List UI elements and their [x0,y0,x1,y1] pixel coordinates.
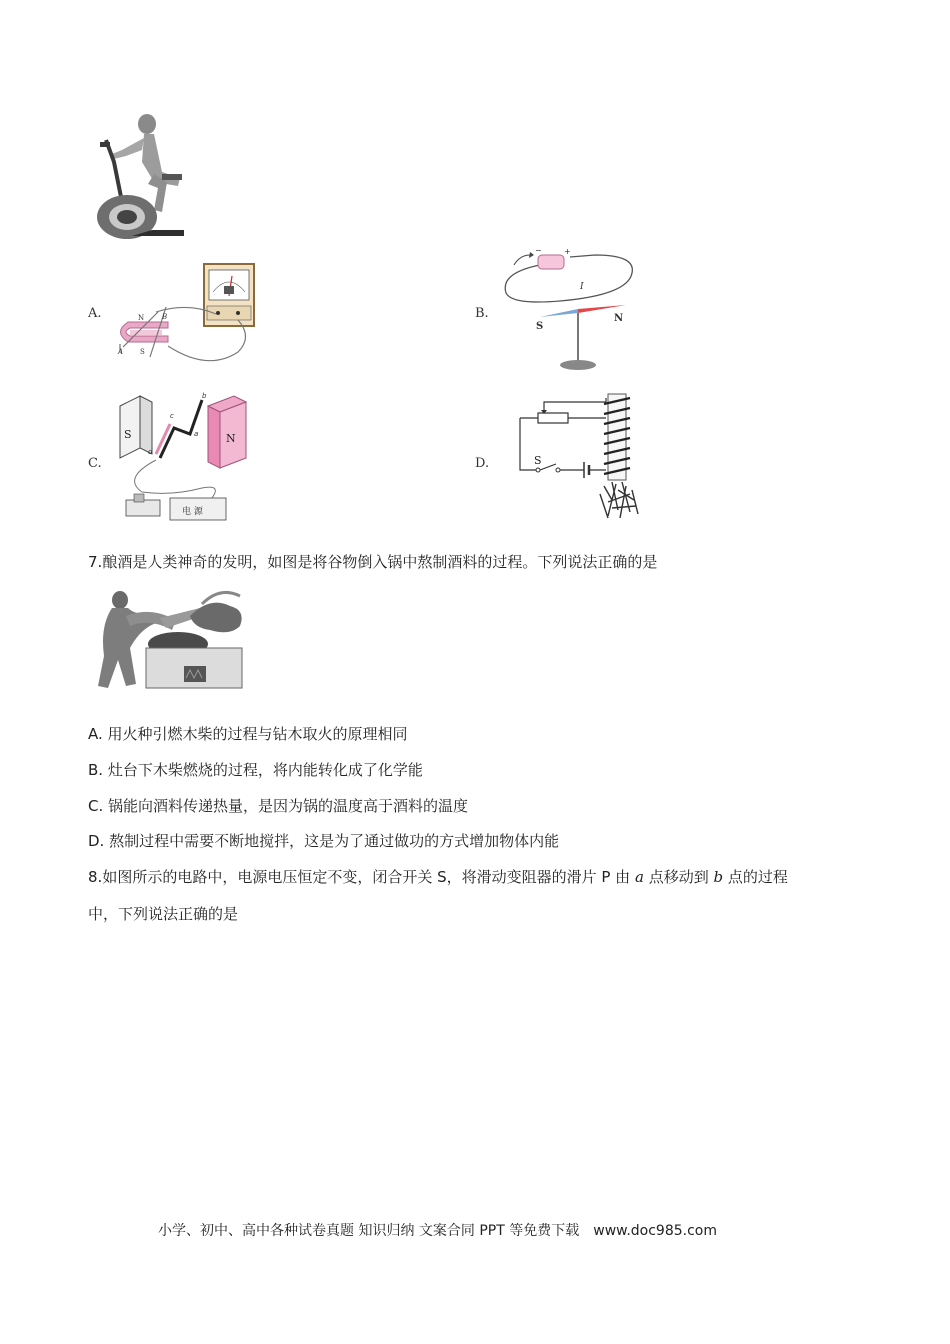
exercise-bike-figure [92,112,192,242]
option-a-b-label: B [162,313,168,321]
question-8-text-part3: 点的过程 [723,868,788,886]
question-7-option-a[interactable] [88,724,408,744]
option-a-a-label: A [118,348,124,356]
brewing-figure [90,586,250,696]
option-c-power-label: 电 源 [182,507,203,517]
point-a-label: a [634,868,644,886]
option-c-d-label: d [148,448,153,456]
option-letter: B. [88,761,104,779]
option-a-n-label: N [138,314,145,322]
option-text: 用火种引燃木柴的过程与钻木取火的原理相同 [107,725,408,743]
question-7-option-c[interactable] [88,796,468,816]
page-footer [158,1220,717,1240]
option-text: 熬制过程中需要不断地搅拌，这是为了通过做功的方式增加物体内能 [109,832,560,850]
option-c-letter: C. [88,456,102,471]
option-c-n-label: N [226,432,236,445]
option-d-s-label: S [534,454,542,467]
footer-text: 小学、初中、高中各种试卷真题 知识归纳 文案合同 PPT 等免费下载 [158,1223,580,1239]
option-c-b-label: b [202,392,207,400]
question-7-stem [88,552,657,572]
option-b-plus-label: + [564,247,571,256]
option-letter: C. [88,797,104,815]
option-c-c-label: c [170,412,174,420]
option-letter: A. [88,725,103,743]
option-b-s-label: S [536,321,544,332]
footer-site-link[interactable]: www.doc985.com [593,1223,717,1239]
option-b-current-label: I [580,282,584,292]
option-a-letter: A. [88,306,102,321]
option-c-a-label: a [194,430,199,438]
question-8-text-part2: 点移动到 [643,868,714,886]
question-8-text-part1: 如图所示的电路中，电源电压恒定不变，闭合开关 S，将滑动变阻器的滑片 P 由 [102,868,635,886]
option-b-n-label: N [614,313,624,324]
question-7-option-b[interactable] [88,760,423,780]
question-7-text: 酿酒是人类神奇的发明，如图是将谷物倒入锅中熬制酒料的过程。下列说法正确的是 [102,553,658,571]
option-text: 锅能向酒料传递热量，是因为锅的温度高于酒料的温度 [108,797,469,815]
option-d-figure [512,390,654,522]
option-a-s-label: S [140,348,145,356]
question-8-stem-line2: 中，下列说法正确的是 [88,905,239,923]
option-a-figure [108,262,268,367]
option-c-figure [112,388,252,526]
option-b-letter: B. [475,306,489,321]
question-8-number: 8. [88,868,103,886]
option-b-minus-label: − [535,246,542,255]
question-8-stem [88,867,788,887]
question-7-option-d[interactable] [88,831,559,851]
option-b-figure [500,243,640,373]
option-letter: D. [88,832,105,850]
question-7-number: 7. [88,553,103,571]
option-c-s-label: S [124,428,132,441]
point-b-label: b [713,868,724,886]
option-d-letter: D. [475,456,490,471]
option-text: 灶台下木柴燃烧的过程，将内能转化成了化学能 [107,761,423,779]
